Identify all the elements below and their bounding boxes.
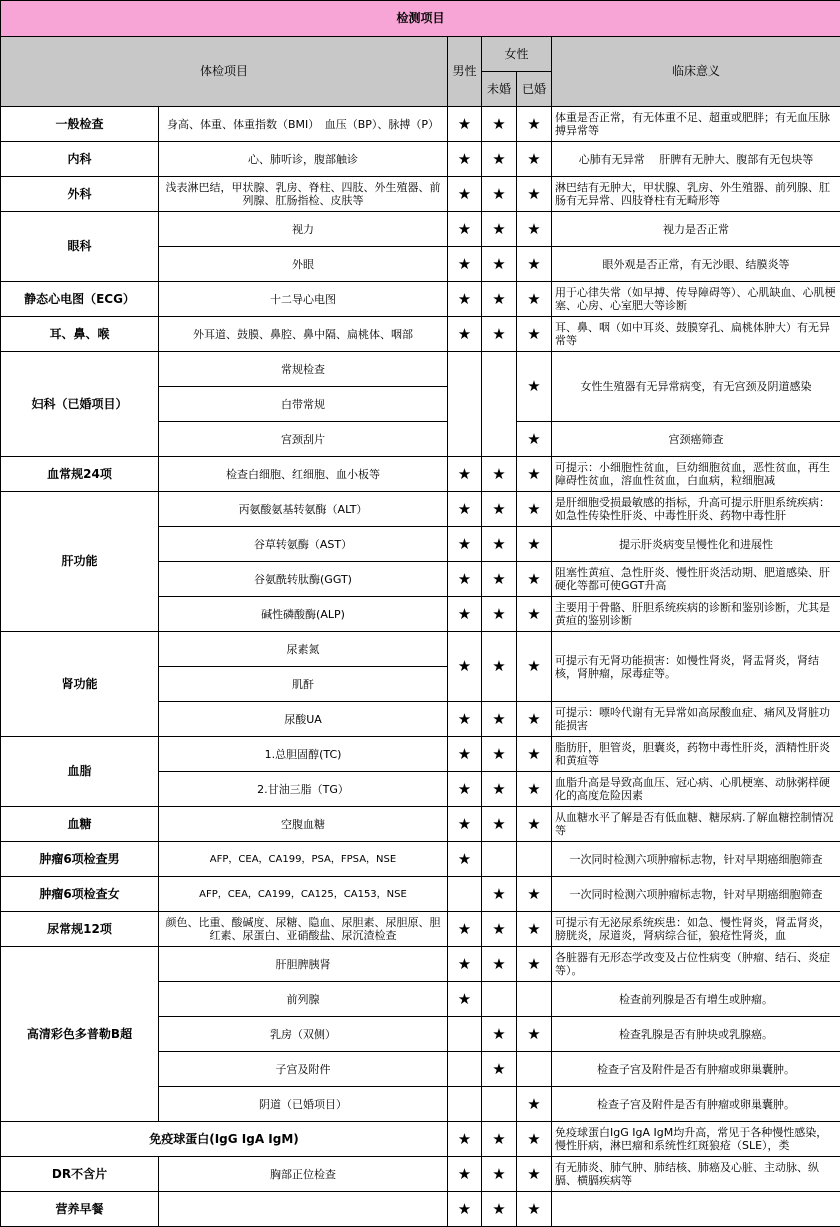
significance-cell: 血脂升高是导致高血压、冠心病、心肌梗塞、动脉粥样硬化的高度危险因素 [552,772,840,807]
star-icon: ★ [448,282,482,317]
category-cell: 尿常规12项 [1,912,159,947]
star-icon: ★ [482,142,517,177]
empty-cell [448,352,482,457]
star-icon: ★ [517,212,552,247]
significance-cell: 可提示有无肾功能损害：如慢性肾炎，肾盂肾炎，肾结核，肾肿瘤，尿毒症等。 [552,632,840,702]
star-icon: ★ [517,247,552,282]
significance-cell: 检查子宫及附件是否有肿瘤或卵巢囊肿。 [552,1052,840,1087]
category-cell: 肿瘤6项检查女 [1,877,159,912]
empty-cell [448,1017,482,1052]
star-icon: ★ [482,247,517,282]
star-icon: ★ [517,317,552,352]
item-cell: 空腹血糖 [159,807,448,842]
category-cell: 耳、鼻、喉 [1,317,159,352]
category-cell: 肿瘤6项检查男 [1,842,159,877]
category-cell: 外科 [1,177,159,212]
star-icon: ★ [482,282,517,317]
header-married: 已婚 [517,72,552,107]
category-cell: 高清彩色多普勒B超 [1,947,159,1122]
empty-cell [448,1087,482,1122]
item-cell: 乳房（双侧） [159,1017,448,1052]
significance-cell: 用于心律失常（如早搏、传导障碍等）、心肌缺血、心肌梗塞、心房、心室肥大等诊断 [552,282,840,317]
significance-cell: 耳、鼻、咽（如中耳炎、鼓膜穿孔、扁桃体肿大）有无异常等 [552,317,840,352]
empty-cell [159,1192,448,1227]
empty-cell [552,1192,840,1227]
star-icon: ★ [517,1017,552,1052]
category-cell: DR不含片 [1,1157,159,1192]
star-icon: ★ [448,212,482,247]
category-cell: 眼科 [1,212,159,282]
star-icon: ★ [482,177,517,212]
item-cell: AFP，CEA，CA199，PSA，FPSA，NSE [159,842,448,877]
significance-cell: 免疫球蛋白IgG IgA IgM均升高，常见于各种慢性感染，慢性肝病，淋巴瘤和系统性红斑狼疮（SLE），类 [552,1122,840,1157]
category-cell: 营养早餐 [1,1192,159,1227]
star-icon: ★ [482,457,517,492]
star-icon: ★ [448,457,482,492]
empty-cell [482,842,517,877]
significance-cell: 脂肪肝，胆管炎，胆囊炎，药物中毒性肝炎，酒精性肝炎和黄疸等 [552,737,840,772]
category-cell: 肝功能 [1,492,159,632]
star-icon: ★ [517,107,552,142]
empty-cell [517,982,552,1017]
item-cell: 常规检查 [159,352,448,387]
significance-cell: 眼外观是否正常，有无沙眼、结膜炎等 [552,247,840,282]
star-icon: ★ [517,177,552,212]
item-cell: AFP，CEA，CA199，CA125，CA153，NSE [159,877,448,912]
star-icon: ★ [448,562,482,597]
star-icon: ★ [482,877,517,912]
significance-cell: 女性生殖器有无异常病变，有无宫颈及阴道感染 [552,352,840,422]
item-cell: 肌酐 [159,667,448,702]
star-icon: ★ [482,562,517,597]
item-cell: 子宫及附件 [159,1052,448,1087]
significance-cell: 检查乳腺是否有肿块或乳腺癌。 [552,1017,840,1052]
star-icon: ★ [448,247,482,282]
header-significance: 临床意义 [552,37,840,107]
item-cell: 肝胆脾胰肾 [159,947,448,982]
header-female: 女性 [482,37,552,72]
star-icon: ★ [448,772,482,807]
star-icon: ★ [482,1157,517,1192]
significance-cell: 一次同时检测六项肿瘤标志物，针对早期癌细胞筛查 [552,877,840,912]
significance-cell: 可提示：嘌呤代谢有无异常如高尿酸血症、痛风及肾脏功能损害 [552,702,840,737]
item-cell: 宫颈刮片 [159,422,448,457]
star-icon: ★ [482,807,517,842]
star-icon: ★ [448,842,482,877]
star-icon: ★ [517,457,552,492]
star-icon: ★ [448,107,482,142]
star-icon: ★ [448,702,482,737]
star-icon: ★ [517,1157,552,1192]
empty-cell [482,352,517,457]
star-icon: ★ [517,1087,552,1122]
star-icon: ★ [482,737,517,772]
star-icon: ★ [517,702,552,737]
star-icon: ★ [482,597,517,632]
significance-cell: 检查前列腺是否有增生或肿瘤。 [552,982,840,1017]
item-cell: 碱性磷酸酶(ALP) [159,597,448,632]
star-icon: ★ [482,772,517,807]
star-icon: ★ [448,912,482,947]
star-icon: ★ [517,947,552,982]
star-icon: ★ [448,1122,482,1157]
item-cell: 白带常规 [159,387,448,422]
star-icon: ★ [448,142,482,177]
star-icon: ★ [517,352,552,422]
item-cell: 阴道（已婚项目） [159,1087,448,1122]
star-icon: ★ [517,737,552,772]
item-cell: 尿酸UA [159,702,448,737]
star-icon: ★ [448,807,482,842]
star-icon: ★ [482,527,517,562]
star-icon: ★ [482,702,517,737]
star-icon: ★ [448,632,482,702]
item-cell: 前列腺 [159,982,448,1017]
empty-cell [482,1087,517,1122]
category-cell: 免疫球蛋白(IgG IgA IgM) [1,1122,448,1157]
item-cell: 胸部正位检查 [159,1157,448,1192]
significance-cell: 检查子宫及附件是否有肿瘤或卵巢囊肿。 [552,1087,840,1122]
item-cell: 颜色、比重、酸碱度、尿糖、隐血、尿胆素、尿胆原、胆红素、尿蛋白、亚硝酸盐、尿沉渣检查 [159,912,448,947]
significance-cell: 一次同时检测六项肿瘤标志物，针对早期癌细胞筛查 [552,842,840,877]
item-cell: 检查白细胞、红细胞、血小板等 [159,457,448,492]
significance-cell: 从血糖水平了解是否有低血糖、糖尿病.了解血糖控制情况等 [552,807,840,842]
significance-cell: 是肝细胞受损最敏感的指标，升高可提示肝胆系统疾病：如急性传染性肝炎、中毒性肝炎、药物中毒性肝 [552,492,840,527]
significance-cell: 体重是否正常，有无体重不足、超重或肥胖；有无血压脉搏异常等 [552,107,840,142]
star-icon: ★ [448,1192,482,1227]
item-cell: 十二导心电图 [159,282,448,317]
empty-cell [448,877,482,912]
star-icon: ★ [517,912,552,947]
significance-cell: 提示肝炎病变呈慢性化和进展性 [552,527,840,562]
star-icon: ★ [482,107,517,142]
table-title: 检测项目 [1,1,840,37]
significance-cell: 主要用于骨骼、肝胆系统疾病的诊断和鉴别诊断，尤其是黄疸的鉴别诊断 [552,597,840,632]
star-icon: ★ [448,737,482,772]
star-icon: ★ [482,1122,517,1157]
category-cell: 静态心电图（ECG） [1,282,159,317]
significance-cell: 有无肺炎、肺气肿、肺结核、肺癌及心脏、主动脉、纵膈、横膈疾病等 [552,1157,840,1192]
significance-cell: 可提示有无泌尿系统疾患：如急、慢性肾炎，肾盂肾炎，膀胱炎，尿道炎，肾病综合征，狼疮性肾炎，血 [552,912,840,947]
star-icon: ★ [517,527,552,562]
star-icon: ★ [517,772,552,807]
star-icon: ★ [448,177,482,212]
empty-cell [517,1052,552,1087]
empty-cell [517,842,552,877]
star-icon: ★ [448,597,482,632]
item-cell: 视力 [159,212,448,247]
item-cell: 外耳道、鼓膜、鼻腔、鼻中隔、扁桃体、咽部 [159,317,448,352]
item-cell: 浅表淋巴结，甲状腺、乳房、脊柱、四肢、外生殖器、前列腺、肛肠指检、皮肤等 [159,177,448,212]
item-cell: 尿素氮 [159,632,448,667]
star-icon: ★ [448,1157,482,1192]
star-icon: ★ [517,492,552,527]
star-icon: ★ [517,877,552,912]
star-icon: ★ [482,492,517,527]
star-icon: ★ [448,317,482,352]
significance-cell: 阻塞性黄疸、急性肝炎、慢性肝炎活动期、肥道感染、肝硬化等都可使GGT升高 [552,562,840,597]
star-icon: ★ [482,947,517,982]
star-icon: ★ [482,1017,517,1052]
category-cell: 血常规24项 [1,457,159,492]
star-icon: ★ [448,982,482,1017]
item-cell: 2.甘油三脂（TG） [159,772,448,807]
item-cell: 谷草转氨酶（AST） [159,527,448,562]
star-icon: ★ [482,632,517,702]
star-icon: ★ [517,1192,552,1227]
category-cell: 内科 [1,142,159,177]
star-icon: ★ [517,632,552,702]
star-icon: ★ [482,317,517,352]
star-icon: ★ [517,142,552,177]
empty-cell [448,1052,482,1087]
star-icon: ★ [517,1122,552,1157]
category-cell: 肾功能 [1,632,159,737]
item-cell: 丙氨酸氨基转氨酶（ALT） [159,492,448,527]
item-cell: 外眼 [159,247,448,282]
empty-cell [482,982,517,1017]
star-icon: ★ [482,912,517,947]
significance-cell: 淋巴结有无肿大，甲状腺、乳房、外生殖器、前列腺、肛肠有无异常、四肢脊柱有无畸形等 [552,177,840,212]
star-icon: ★ [482,1052,517,1087]
item-cell: 1.总胆固醇(TC) [159,737,448,772]
category-cell: 妇科（已婚项目） [1,352,159,457]
star-icon: ★ [517,562,552,597]
significance-cell: 各脏器有无形态学改变及占位性病变（肿瘤、结石、炎症等）。 [552,947,840,982]
star-icon: ★ [448,947,482,982]
star-icon: ★ [517,807,552,842]
item-cell: 心、肺听诊，腹部触诊 [159,142,448,177]
item-cell: 身高、体重、体重指数（BMI） 血压（BP）、脉搏（P） [159,107,448,142]
star-icon: ★ [482,1192,517,1227]
star-icon: ★ [448,492,482,527]
significance-cell: 可提示：小细胞性贫血，巨幼细胞贫血，恶性贫血，再生障碍性贫血，溶血性贫血，白血病，粒细胞减 [552,457,840,492]
item-cell: 谷氨酰转肽酶(GGT) [159,562,448,597]
category-cell: 血脂 [1,737,159,807]
star-icon: ★ [517,597,552,632]
star-icon: ★ [482,212,517,247]
header-male: 男性 [448,37,482,107]
significance-cell: 心肺有无异常 肝脾有无肿大、腹部有无包块等 [552,142,840,177]
star-icon: ★ [448,527,482,562]
significance-cell: 宫颈癌筛查 [552,422,840,457]
category-cell: 一般检查 [1,107,159,142]
category-cell: 血糖 [1,807,159,842]
star-icon: ★ [517,422,552,457]
star-icon: ★ [517,282,552,317]
significance-cell: 视力是否正常 [552,212,840,247]
header-unmarried: 未婚 [482,72,517,107]
header-item: 体检项目 [1,37,448,107]
